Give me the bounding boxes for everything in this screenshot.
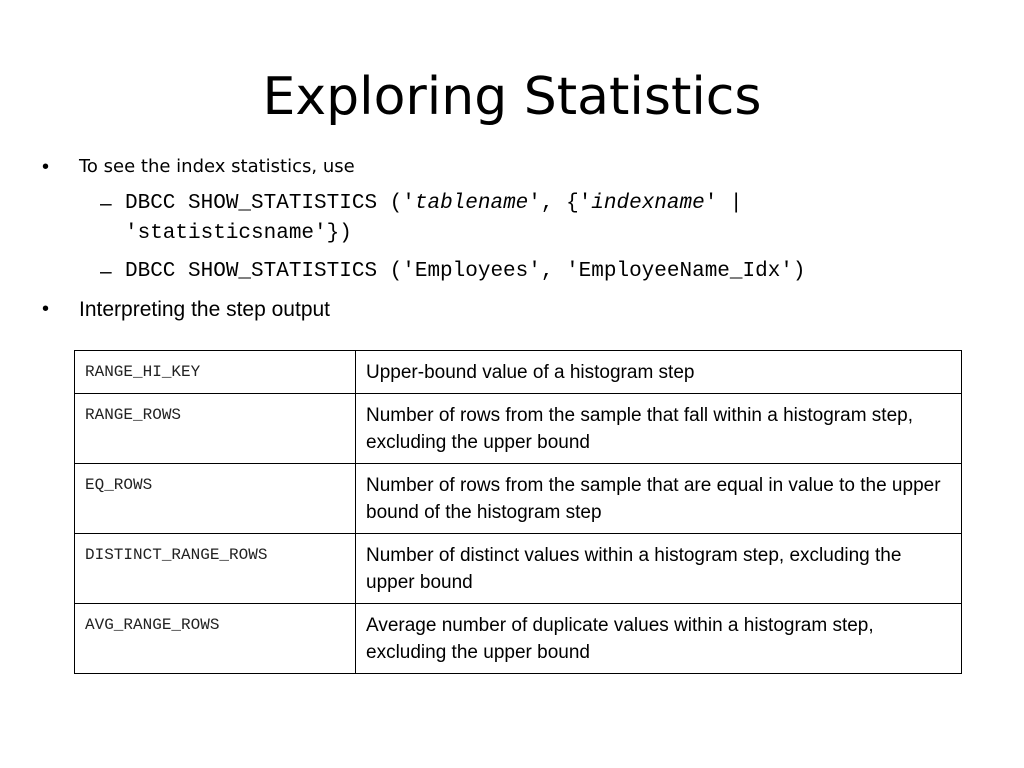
column-description: Number of rows from the sample that fall within a histogram step, excluding the upper bound bbox=[356, 394, 962, 464]
example-code: DBCC SHOW_STATISTICS ('Employees', 'EmployeeName_Idx') bbox=[125, 260, 806, 283]
column-key: EQ_ROWS bbox=[75, 464, 356, 534]
column-key: AVG_RANGE_ROWS bbox=[75, 604, 356, 674]
code-param-indexname: indexname bbox=[591, 192, 705, 215]
syntax-code bbox=[125, 189, 743, 249]
column-description: Number of rows from the sample that are equal in value to the upper bound of the histogram step bbox=[356, 464, 962, 534]
column-description: Upper-bound value of a histogram step bbox=[356, 351, 962, 394]
dash: – bbox=[100, 260, 112, 283]
table-row bbox=[75, 464, 962, 534]
histogram-step-table bbox=[74, 350, 962, 674]
bullet-dot: • bbox=[42, 156, 50, 178]
column-key: RANGE_ROWS bbox=[75, 394, 356, 464]
syntax-line-2: 'statisticsname'}) bbox=[125, 222, 352, 245]
bullet-text: Interpreting the step output bbox=[79, 298, 331, 321]
column-key: RANGE_HI_KEY bbox=[75, 351, 356, 394]
code-part: ', {' bbox=[528, 192, 592, 215]
column-description: Average number of duplicate values within a histogram step, excluding the upper bound bbox=[356, 604, 962, 674]
bullet-text: To see the index statistics, use bbox=[79, 156, 355, 177]
code-part: ' | bbox=[704, 192, 743, 215]
column-key: DISTINCT_RANGE_ROWS bbox=[75, 534, 356, 604]
syntax-line-1 bbox=[125, 189, 743, 219]
code-param-tablename: tablename bbox=[414, 192, 529, 215]
table-row bbox=[75, 394, 962, 464]
dash: – bbox=[100, 192, 112, 215]
bullet-dot: • bbox=[42, 298, 50, 320]
slide-title: Exploring Statistics bbox=[262, 67, 762, 127]
table-row bbox=[75, 604, 962, 674]
code-part: DBCC SHOW_STATISTICS (' bbox=[125, 192, 415, 215]
column-description: Number of distinct values within a histogram step, excluding the upper bound bbox=[356, 534, 962, 604]
table-row bbox=[75, 534, 962, 604]
table-row bbox=[75, 351, 962, 394]
